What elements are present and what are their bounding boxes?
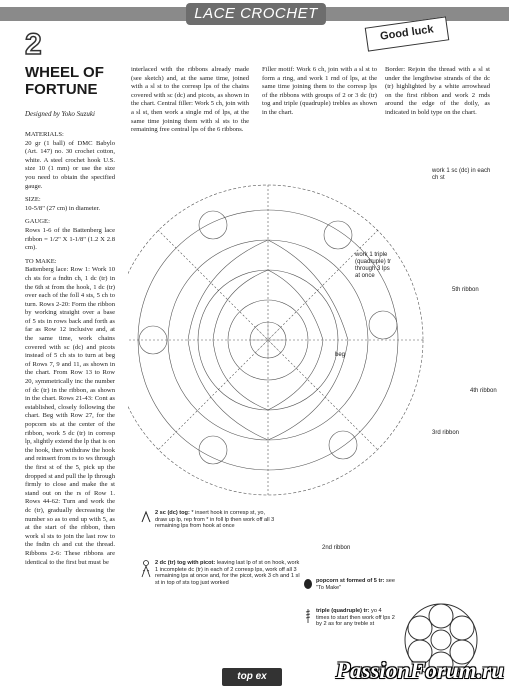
site-watermark: PassionForum.ru [335,658,504,683]
gauge-heading: GAUGE: [25,218,50,226]
chart-label-beg: beg [335,352,346,358]
chart-label-work-sc: work 1 sc (dc) in each ch st [432,168,491,181]
triple-tr-symbol-icon [303,608,313,624]
size-heading: SIZE: [25,196,41,204]
instructions-column-3 [262,66,377,118]
chart-label-3rd-ribbon: 3rd ribbon [432,430,460,436]
pattern-title: WHEEL OF FORTUNE [25,64,104,98]
filler-motif-text: Filler motif: Work 6 ch, join with a sl st to form a ring, and work 1 rnd of lps, at the same time joining them to the corresp lps of the ribbons with groups of 2 or 3 dc (tr) tog and triple (quadruple) trebles as shown in the chart. [262,66,377,116]
border-text: Border: Rejoin the thread with a sl st under the lengthwise strands of the dc (tr) highlighted by a white arrowhead on the first ribbon and work 2 rnds around the edge of the doily, as indicated in bold type on the chart. [385,66,490,116]
designer-credit: Designed by Yoko Suzuki [25,110,95,118]
dc2-picot-symbol-icon [140,560,152,578]
legend-triple-tr [316,608,396,628]
legend-sc2 [155,510,275,530]
legend-triple-title: triple (quadruple) tr: [316,608,370,614]
pattern-number: 2 [25,28,42,61]
legend-dc2 [155,560,303,586]
legend-popcorn-title: popcorn st formed of 5 tr: [316,578,385,584]
gauge-text: Rows 1-6 of the Battenberg lace ribbon = 1/2" X 1-1/8" (1.2 X 2.8 cm). [25,226,115,252]
materials-text: 20 gr (1 ball) of DMC Babylo (Art. 147) no. 30 crochet cotton, white. A steel crochet hook U.S. size 10 (1 mm) or use the size you need to obtain the specified gauge. [25,139,115,190]
crochet-chart [128,160,498,510]
instructions-column-1 [25,126,115,567]
section-title: LACE CROCHET [194,5,318,22]
legend-dc2-title: 2 dc (tr) tog with picot: [155,560,216,566]
chart-label-work-triple: work 1 triple (quadruple) tr through 3 lps at once [355,252,392,279]
to-make-text-1: Battenberg lace: Row 1: Work 10 ch sts for a fndtn ch, 1 dc (tr) in the 6th st from the hook, 1 dc (tr) over each of the foll 4 sts, 5 ch to turn. Rows 2-20: Form the ribbon by working straight over a base of 5 sts in rows back and forth as far as Row 12 inclusive and, at the same time, work chains covered with sc (dc) and picots instead of 5 ch sts to turn at beg of Rows 7, 9 and 11, as shown in the chart. From Row 13 to Row 20, symmetrically inc the number of dc (tr) in the ribbon, as shown in the chart. Rows 21-43: Cont as established, closely following the chart. Beg with Row 27, for the popcorn sts at the center of the ribbon, work 5 dc (tr) in corresp lp, slightly extend the lp that is on the hook, then withdraw the hook and reinsert from rs to ws through the first st of the 5, pick up the dropped st and pull the lp through firmly to close and make the st stand out on the rs of Row 1. Rows 44-62: Turn and work the dc (tr), gradually decreasing the number so as to end up with 5, as at the start of the ribbon, then work sl sts to join the last row to the fndtn ch and cut the thread. Ribbons 2-6: These ribbons are identical to the first but must be [25,266,115,566]
legend-dc2-text: leaving last lp of st on hook, work 1 incomplete dc (tr) in each of 2 corresp lps, work off all 3 remaining lps at once and, for the picot, work 3 ch and 1 sl st in top of sts tog just worked [155,560,300,586]
good-luck-badge: Good luck [365,16,450,51]
legend-sc2-text: * insert hook in corresp st, yo, draw up lp, rep from * in foll lp then work off all 3 remaining lps from hook at once [155,510,275,530]
instructions-column-2 [131,66,249,135]
topex-logo: top ex [222,668,282,686]
size-text: 10-5/8" (27 cm) in diameter. [25,204,101,212]
legend-popcorn-text: see "To Make" [316,578,395,591]
legend-sc2-title: 2 sc (dc) tog: [155,510,190,516]
section-tab [186,3,326,25]
chart-label-2nd-ribbon: 2nd ribbon [322,545,351,551]
chart-label-5th-ribbon: 5th ribbon [452,287,479,293]
popcorn-symbol-icon [303,578,313,590]
chart-label-4th-ribbon: 4th ribbon [470,388,497,394]
to-make-heading: TO MAKE: [25,257,57,265]
instructions-column-4 [385,66,490,118]
legend-popcorn [316,578,396,591]
legend-triple-text: yo 4 times to start then work off lps 2 by 2 as for any treble st [316,608,395,628]
to-make-text-2: interlaced with the ribbons already made (see sketch) and, at the same time, joined with a sl st to the corresp lps of the chains covered with sc (dc) and picots, as shown in the chart. Central filler: Work 5 ch, join with a sl st, then work a single rnd of lps, at the same time joining them with sl sts to the remaining free central lps of the 6 ribbons. [131,66,249,134]
sc2-symbol-icon [140,510,152,524]
materials-heading: MATERIALS: [25,131,64,138]
